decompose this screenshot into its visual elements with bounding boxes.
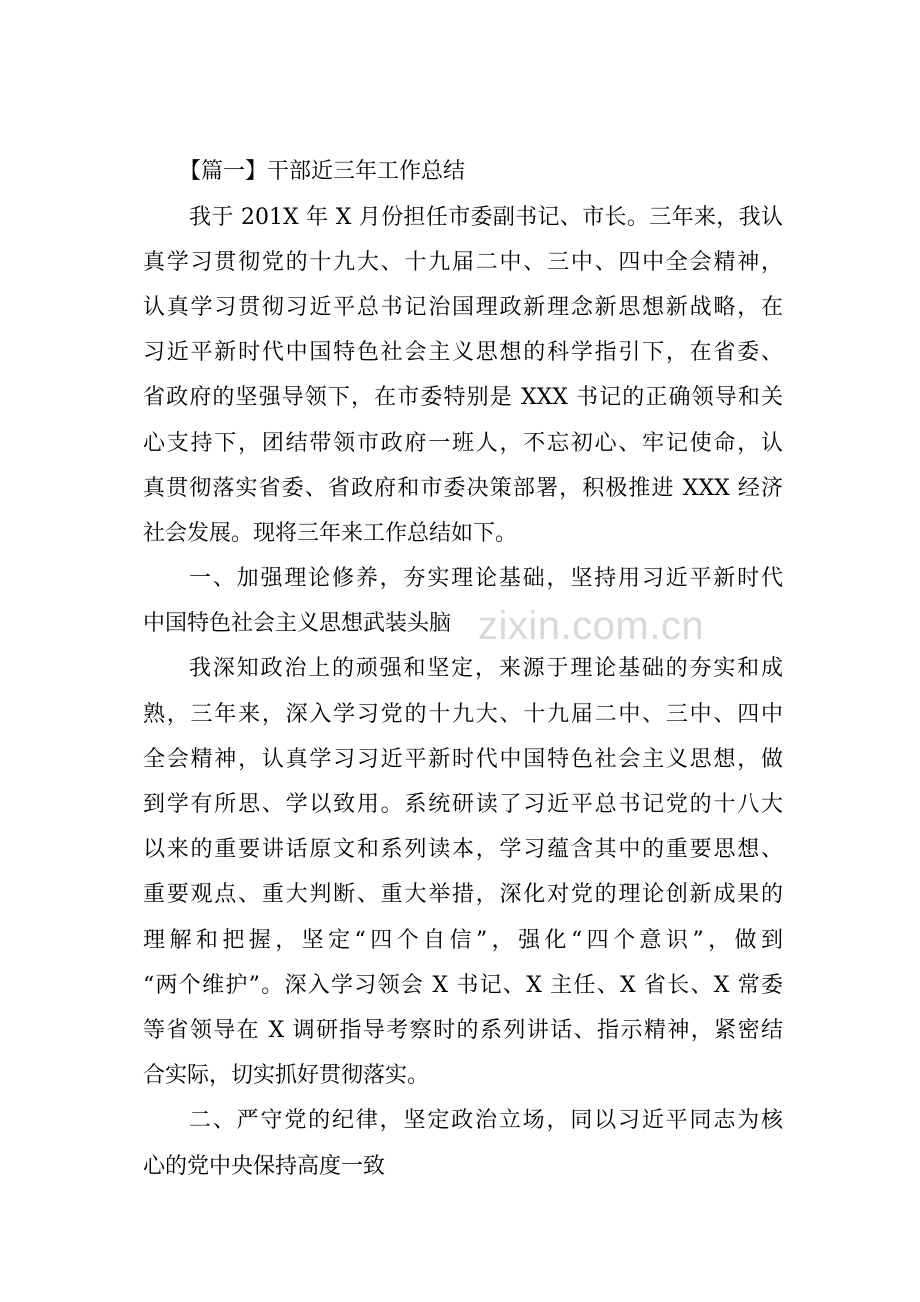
paragraph-line: 我于 201X 年 X 月份担任市委副书记、市长。三年来，我认 [189, 204, 783, 230]
watermark: zixin.com.cn [478, 604, 705, 648]
document-title: 【篇一】干部近三年工作总结 [179, 159, 466, 185]
paragraph-line: 以来的重要讲话原文和系列读本，学习蕴含其中的重要思想、 [143, 837, 783, 863]
paragraph-line: 真学习贯彻党的十九大、十九届二中、三中、四中全会精神， [143, 249, 783, 275]
paragraph-line: 真贯彻落实省委、省政府和市委决策部署，积极推进 XXX 经济 [143, 475, 783, 501]
paragraph-line: 等省领导在 X 调研指导考察时的系列讲话、指示精神，紧密结 [143, 1017, 783, 1043]
paragraph-line: 理解和把握，坚定“四个自信”，强化“四个意识”，做到 [143, 927, 783, 953]
heading-line: 一、加强理论修养，夯实理论基础，坚持用习近平新时代 [189, 566, 783, 592]
paragraph-line: 我深知政治上的顽强和坚定，来源于理论基础的夯实和成 [189, 656, 783, 682]
paragraph-line: 省政府的坚强导领下，在市委特别是 XXX 书记的正确领导和关 [143, 385, 783, 411]
paragraph-line: 心支持下，团结带领市政府一班人，不忘初心、牢记使命，认 [143, 430, 783, 456]
paragraph-line: 认真学习贯彻习近平总书记治国理政新理念新思想新战略，在 [143, 294, 783, 320]
heading-line: 中国特色社会主义思想武装头脑 [143, 611, 452, 637]
paragraph-line: 合实际，切实抓好贯彻落实。 [143, 1063, 430, 1089]
paragraph-line: 到学有所思、学以致用。系统研读了习近平总书记党的十八大 [143, 792, 783, 818]
paragraph-line: 重要观点、重大判断、重大举措，深化对党的理论创新成果的 [143, 882, 783, 908]
paragraph-line: “两个维护”。深入学习领会 X 书记、X 主任、X 省长、X 常委 [143, 972, 783, 998]
section-1-paragraph [143, 646, 783, 1098]
heading-line: 二、严守党的纪律，坚定政治立场，同以习近平同志为核 [189, 1108, 783, 1134]
paragraph-line: 社会发展。现将三年来工作总结如下。 [143, 520, 518, 546]
paragraph-line: 全会精神，认真学习习近平新时代中国特色社会主义思想，做 [143, 746, 783, 772]
paragraph-line: 熟，三年来，深入学习党的十九大、十九届二中、三中、四中 [143, 701, 783, 727]
heading-line: 心的党中央保持高度一致 [143, 1153, 386, 1179]
section-heading-2 [143, 1098, 783, 1188]
paragraph-line: 习近平新时代中国特色社会主义思想的科学指引下，在省委、 [143, 340, 783, 366]
intro-paragraph [143, 195, 783, 557]
